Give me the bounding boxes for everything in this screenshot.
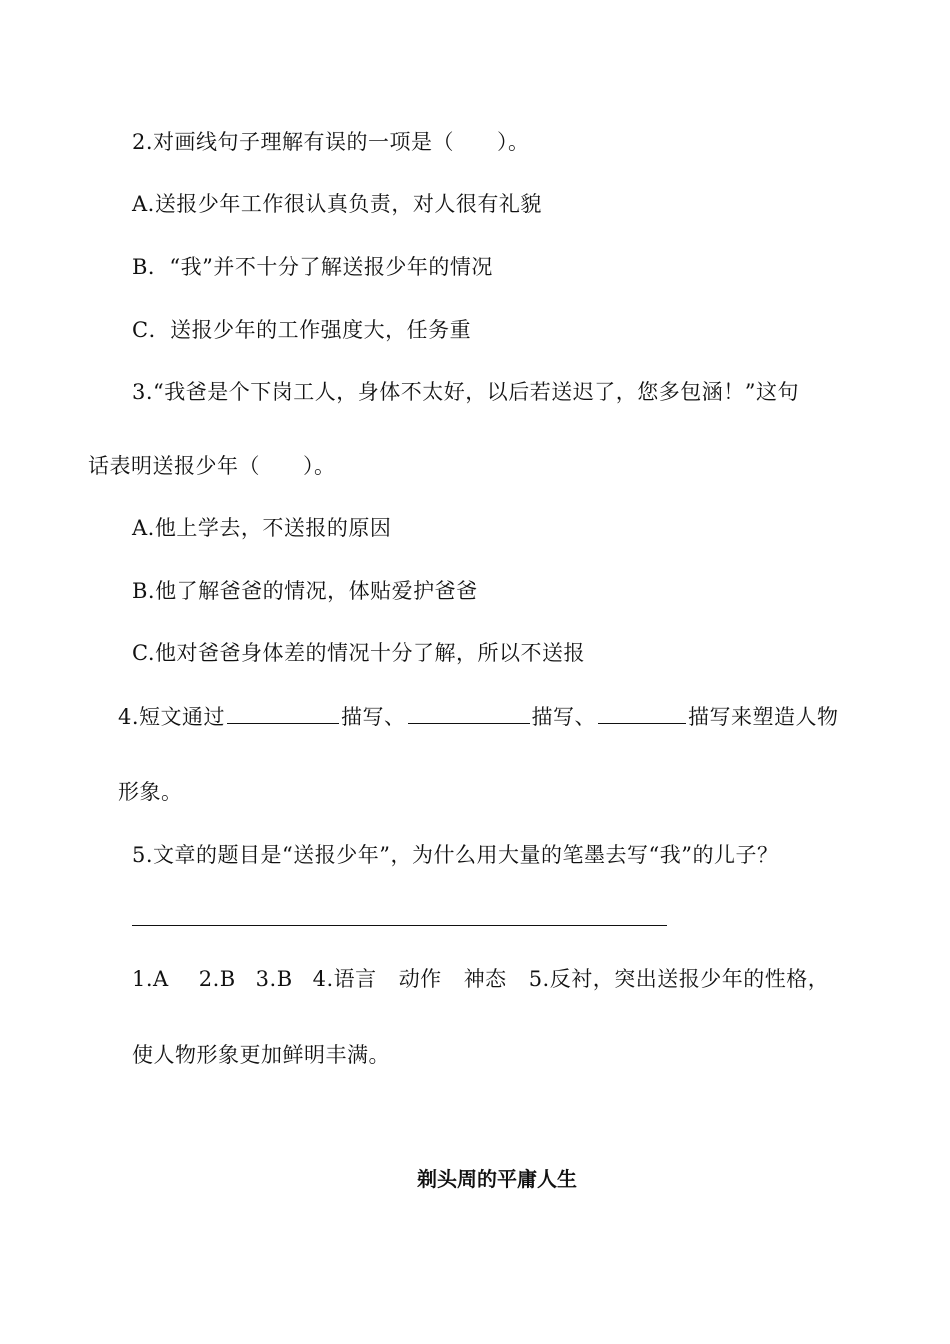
q5-stem: 5.文章的题目是“送报少年”，为什么用大量的笔墨去写“我”的儿子？ <box>132 843 779 867</box>
q4-text-3: 描写、 <box>531 705 597 729</box>
answers-line1 <box>132 964 829 994</box>
answer-4: 4.语言 <box>312 967 377 991</box>
next-article-title: 剃头周的平庸人生 <box>417 1167 577 1191</box>
q4-blank-3[interactable] <box>598 701 686 724</box>
q4-line2: 形象。 <box>118 780 183 804</box>
answer-4c: 神态 <box>463 967 507 991</box>
answer-5: 5.反衬，突出送报少年的性格， <box>528 967 830 991</box>
answer-3: 3.B <box>255 967 293 991</box>
q3-option-c: C.他对爸爸身体差的情况十分了解，所以不送报 <box>132 641 585 665</box>
q3-option-a: A.他上学去，不送报的原因 <box>132 516 392 540</box>
answers-line2: 使人物形象更加鲜明丰满。 <box>132 1043 390 1067</box>
q4-blank-2[interactable] <box>408 701 530 724</box>
answer-2: 2.B <box>198 967 236 991</box>
q2-option-b: B．“我”并不十分了解送报少年的情况 <box>132 255 493 279</box>
answer-4b: 动作 <box>398 967 442 991</box>
q4-text-1: 4.短文通过 <box>118 705 226 729</box>
q3-stem-line1: 3.“我爸是个下岗工人，身体不太好，以后若送迟了，您多包涵！”这句 <box>132 380 800 404</box>
q4-text-4: 描写来塑造人物 <box>688 705 839 729</box>
q3-stem-line2: 话表明送报少年（ ）。 <box>88 454 336 478</box>
q2-stem: 2.对画线句子理解有误的一项是（ ）。 <box>132 130 530 154</box>
q4-text-2: 描写、 <box>341 705 406 729</box>
q5-answer-line[interactable] <box>132 925 667 926</box>
q4-blank-1[interactable] <box>227 701 339 724</box>
q3-option-b: B.他了解爸爸的情况，体贴爱护爸爸 <box>132 579 478 603</box>
q4-line1 <box>118 701 839 732</box>
answer-1: 1.A <box>132 967 169 991</box>
q2-option-c: C．送报少年的工作强度大，任务重 <box>132 318 472 342</box>
q2-option-a: A.送报少年工作很认真负责，对人很有礼貌 <box>132 192 542 216</box>
